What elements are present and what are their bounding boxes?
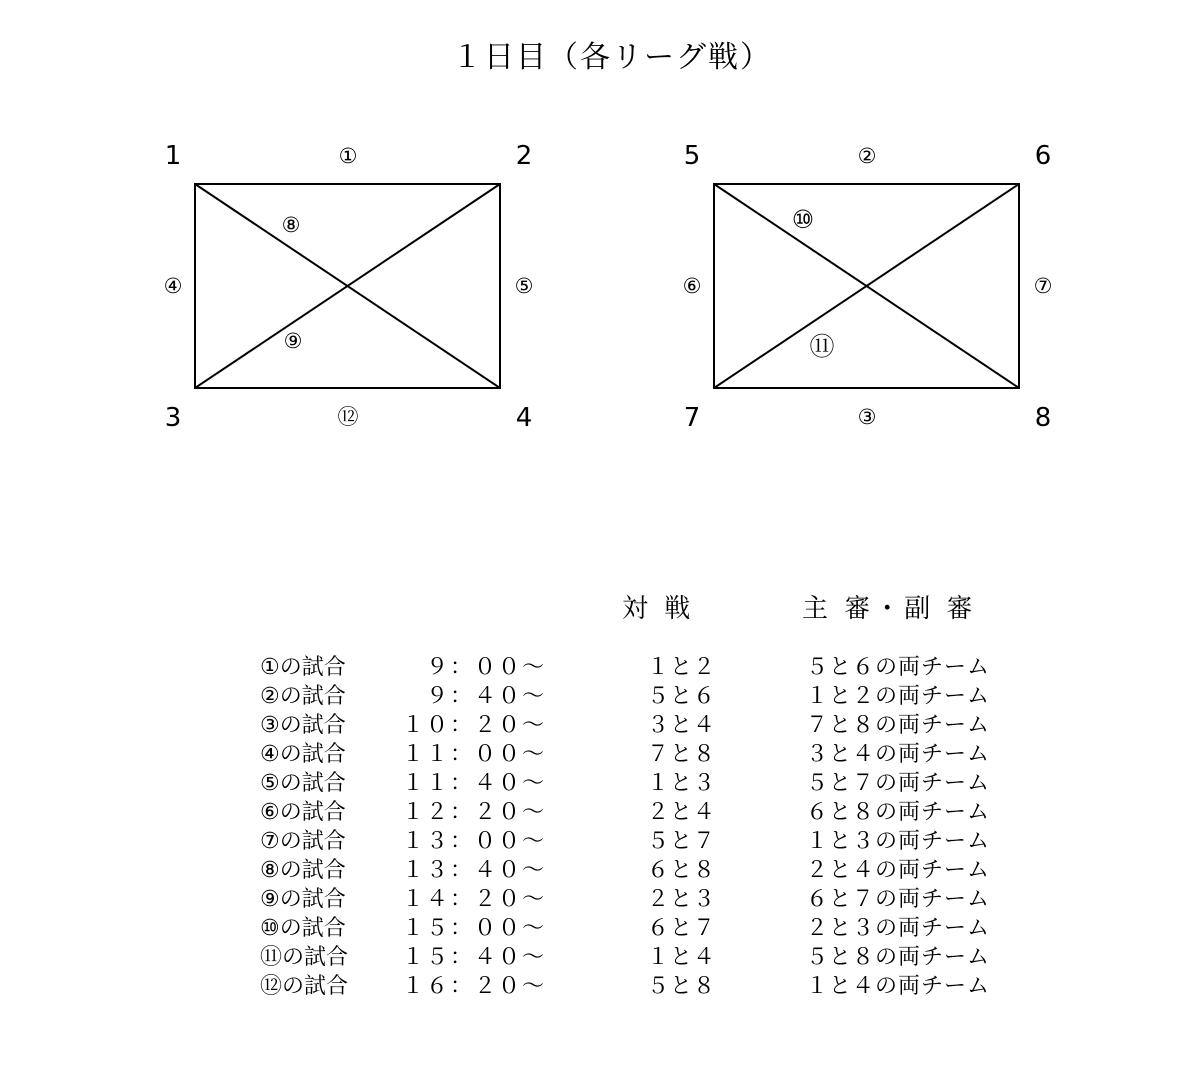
- game-time: １５：４０～: [401, 945, 546, 970]
- game-referee: ７と８の両チーム: [806, 713, 991, 738]
- match-4-label: ④: [163, 274, 183, 298]
- match-5-label: ⑤: [514, 274, 534, 298]
- match-3-label: ③: [857, 405, 877, 429]
- schedule-row: [0, 969, 1200, 998]
- game-name: ②の試合: [260, 684, 346, 709]
- referee-header: 主 審・副 審: [802, 594, 977, 624]
- game-pairing: １と４: [646, 945, 716, 970]
- game-pairing: １と３: [646, 771, 716, 796]
- game-name: ③の試合: [260, 713, 346, 738]
- game-referee: ６と８の両チーム: [806, 800, 991, 825]
- team-5-label: 5: [683, 141, 701, 171]
- schedule-row: [0, 853, 1200, 882]
- schedule-row: [0, 737, 1200, 766]
- game-referee: ２と３の両チーム: [806, 916, 991, 941]
- team-8-label: 8: [1034, 403, 1052, 433]
- game-time: １３：００～: [401, 829, 546, 854]
- game-pairing: ２と３: [646, 887, 716, 912]
- game-time: １３：４０～: [401, 858, 546, 883]
- game-referee: １と２の両チーム: [806, 684, 991, 709]
- game-pairing: ６と８: [646, 858, 716, 883]
- game-name: ⑦の試合: [260, 829, 346, 854]
- schedule-row: [0, 708, 1200, 737]
- game-pairing: ２と４: [646, 800, 716, 825]
- schedule-row: [0, 766, 1200, 795]
- match-9-label: ⑨: [283, 329, 303, 353]
- game-name: ⑨の試合: [260, 887, 346, 912]
- game-time: ９：００～: [425, 655, 546, 680]
- game-time: １５：００～: [401, 916, 546, 941]
- schedule-row: [0, 911, 1200, 940]
- match-7-label: ⑦: [1033, 274, 1053, 298]
- league-a-diagram: [164, 141, 534, 433]
- game-referee: ５と８の両チーム: [806, 945, 991, 970]
- game-name: ④の試合: [260, 742, 346, 767]
- game-pairing: ５と６: [646, 684, 716, 709]
- team-6-label: 6: [1034, 141, 1052, 171]
- match-1-label: ①: [338, 144, 358, 168]
- game-time: ９：４０～: [425, 684, 546, 709]
- team-1-label: 1: [164, 141, 182, 171]
- game-time: １６：２０～: [401, 974, 546, 999]
- game-name: ①の試合: [260, 655, 346, 680]
- match-12-label: ⑫: [337, 405, 359, 429]
- pairing-header: 対 戦: [622, 594, 695, 624]
- team-4-label: 4: [515, 403, 533, 433]
- match-6-label: ⑥: [682, 274, 702, 298]
- game-time: １２：２０～: [401, 800, 546, 825]
- game-name: ⑧の試合: [260, 858, 346, 883]
- game-pairing: ５と８: [646, 974, 716, 999]
- game-pairing: ６と７: [646, 916, 716, 941]
- game-name: ⑩の試合: [260, 916, 346, 941]
- schedule-row: [0, 824, 1200, 853]
- game-name: ⑪の試合: [260, 945, 349, 970]
- game-pairing: １と２: [646, 655, 716, 680]
- page-title: １日目（各リーグ戦）: [452, 40, 772, 75]
- schedule-row: [0, 650, 1200, 679]
- match-10-label: ⑩: [791, 205, 815, 234]
- game-referee: ５と６の両チーム: [806, 655, 991, 680]
- game-pairing: ５と７: [646, 829, 716, 854]
- schedule-row: [0, 679, 1200, 708]
- match-11-label: ⑪: [809, 332, 835, 361]
- team-3-label: 3: [164, 403, 182, 433]
- game-referee: ６と７の両チーム: [806, 887, 991, 912]
- schedule-row: [0, 882, 1200, 911]
- team-7-label: 7: [683, 403, 701, 433]
- schedule-row: [0, 940, 1200, 969]
- game-pairing: ７と８: [646, 742, 716, 767]
- league-b-diagram: [683, 141, 1053, 433]
- game-name: ⑫の試合: [260, 974, 349, 999]
- league-diagrams: [0, 0, 1200, 460]
- game-time: １０：２０～: [401, 713, 546, 738]
- game-time: １１：４０～: [401, 771, 546, 796]
- game-time: １４：２０～: [401, 887, 546, 912]
- schedule-row: [0, 795, 1200, 824]
- game-referee: １と４の両チーム: [806, 974, 991, 999]
- game-referee: ３と４の両チーム: [806, 742, 991, 767]
- game-referee: １と３の両チーム: [806, 829, 991, 854]
- game-referee: ５と７の両チーム: [806, 771, 991, 796]
- game-time: １１：００～: [401, 742, 546, 767]
- team-2-label: 2: [515, 141, 533, 171]
- game-name: ⑥の試合: [260, 800, 346, 825]
- game-name: ⑤の試合: [260, 771, 346, 796]
- game-pairing: ３と４: [646, 713, 716, 738]
- game-referee: ２と４の両チーム: [806, 858, 991, 883]
- match-2-label: ②: [857, 144, 877, 168]
- match-8-label: ⑧: [281, 213, 301, 237]
